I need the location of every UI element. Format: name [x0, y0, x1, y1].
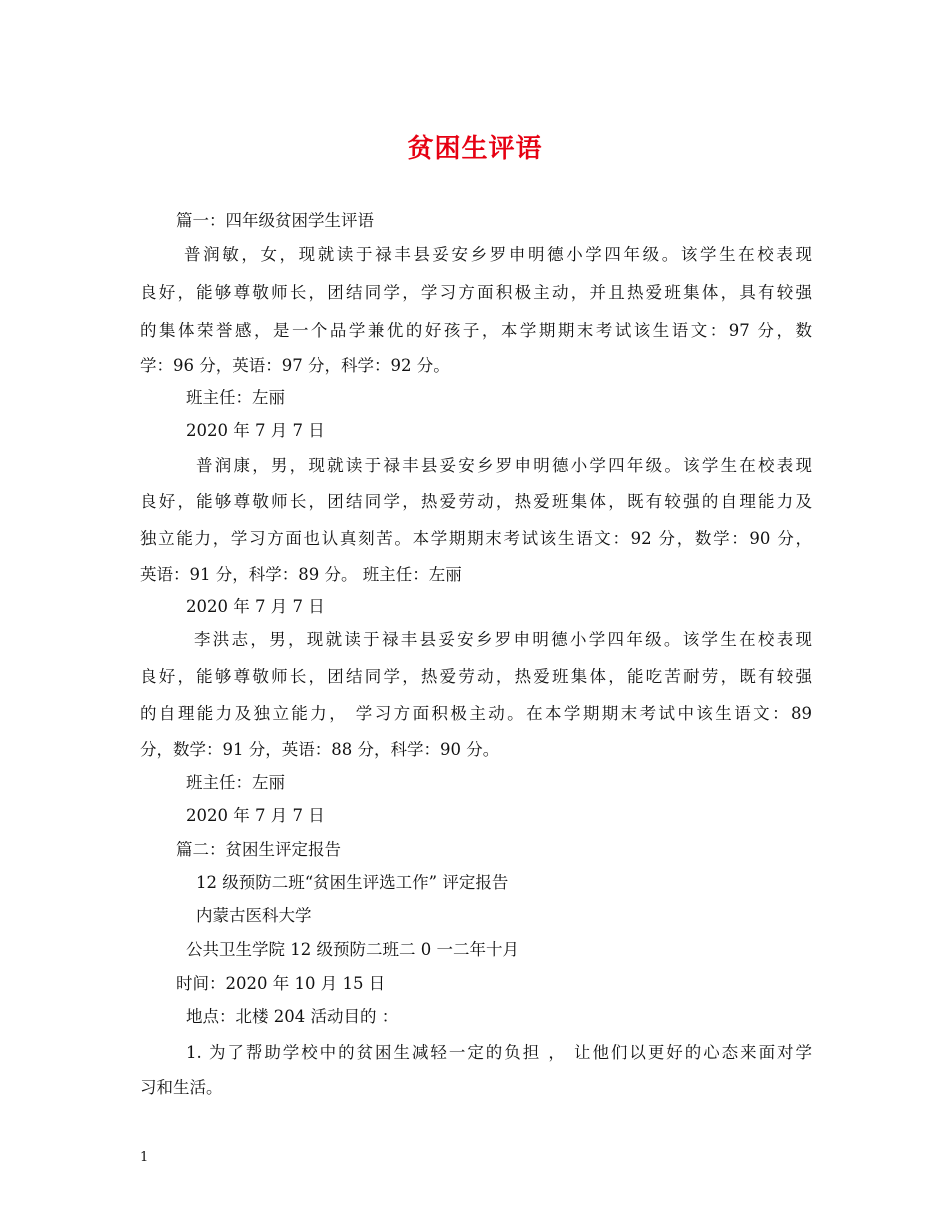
location-line: 地点：北楼 204 活动目的 ： — [186, 1007, 399, 1026]
paragraph-line: 的集体荣誉感，是一个品学兼优的好孩子，本学期期末考试该生语文：97 分，数 — [140, 321, 812, 340]
section-heading-2: 篇二：贫困生评定报告 — [176, 840, 341, 859]
paragraph-line: 普润敏，女，现就读于禄丰县妥安乡罗申明德小学四年级。该学生在校表现 — [184, 245, 812, 264]
date-line: 2020 年 7 月 7 日 — [186, 421, 325, 440]
signature-line: 班主任：左丽 — [186, 388, 285, 407]
paragraph-line: 学：96 分，英语：97 分，科学：92 分。 — [140, 356, 450, 375]
document-title: 贫困生评语 — [407, 134, 543, 164]
paragraph-line: 1. 为了帮助学校中的贫困生减轻一定的负担 ， 让他们以更好的心态来面对学 — [186, 1043, 812, 1062]
page-number: 1 — [140, 1150, 149, 1165]
paragraph-line: 的自理能力及独立能力， 学习方面积极主动。在本学期期末考试中该生语文：89 — [140, 704, 812, 723]
paragraph-line: 普润康，男，现就读于禄丰县妥安乡罗申明德小学四年级。该学生在校表现 — [196, 456, 812, 475]
university-line: 内蒙古医科大学 — [196, 906, 312, 925]
paragraph-line: 习和生活。 — [140, 1078, 223, 1097]
paragraph-line: 分，数学：91 分，英语：88 分，科学：90 分。 — [140, 740, 500, 759]
paragraph-line: 独立能力，学习方面也认真刻苦。本学期期末考试该生语文：92 分，数学：90 分， — [140, 529, 812, 548]
paragraph-line: 英语：91 分，科学：89 分。 班主任：左丽 — [140, 565, 462, 584]
paragraph-line: 良好，能够尊敬师长，团结同学，热爱劳动，热爱班集体，能吃苦耐劳，既有较强 — [140, 667, 812, 686]
signature-line: 班主任：左丽 — [186, 773, 285, 792]
paragraph-line: 良好，能够尊敬师长，团结同学，学习方面积极主动，并且热爱班集体，具有较强 — [140, 283, 812, 302]
class-line: 公共卫生学院 12 级预防二班二 0 一二年十月 — [186, 940, 519, 959]
date-line: 2020 年 7 月 7 日 — [186, 806, 325, 825]
paragraph-line: 良好，能够尊敬师长，团结同学，热爱劳动，热爱班集体，既有较强的自理能力及 — [140, 492, 812, 511]
report-title-line: 12 级预防二班“贫困生评选工作” 评定报告 — [196, 873, 509, 892]
date-line: 2020 年 7 月 7 日 — [186, 597, 325, 616]
section-heading-1: 篇一：四年级贫困学生评语 — [176, 211, 374, 230]
paragraph-line: 李洪志，男，现就读于禄丰县妥安乡罗申明德小学四年级。该学生在校表现 — [194, 630, 812, 649]
time-line: 时间：2020 年 10 月 15 日 — [176, 974, 386, 993]
